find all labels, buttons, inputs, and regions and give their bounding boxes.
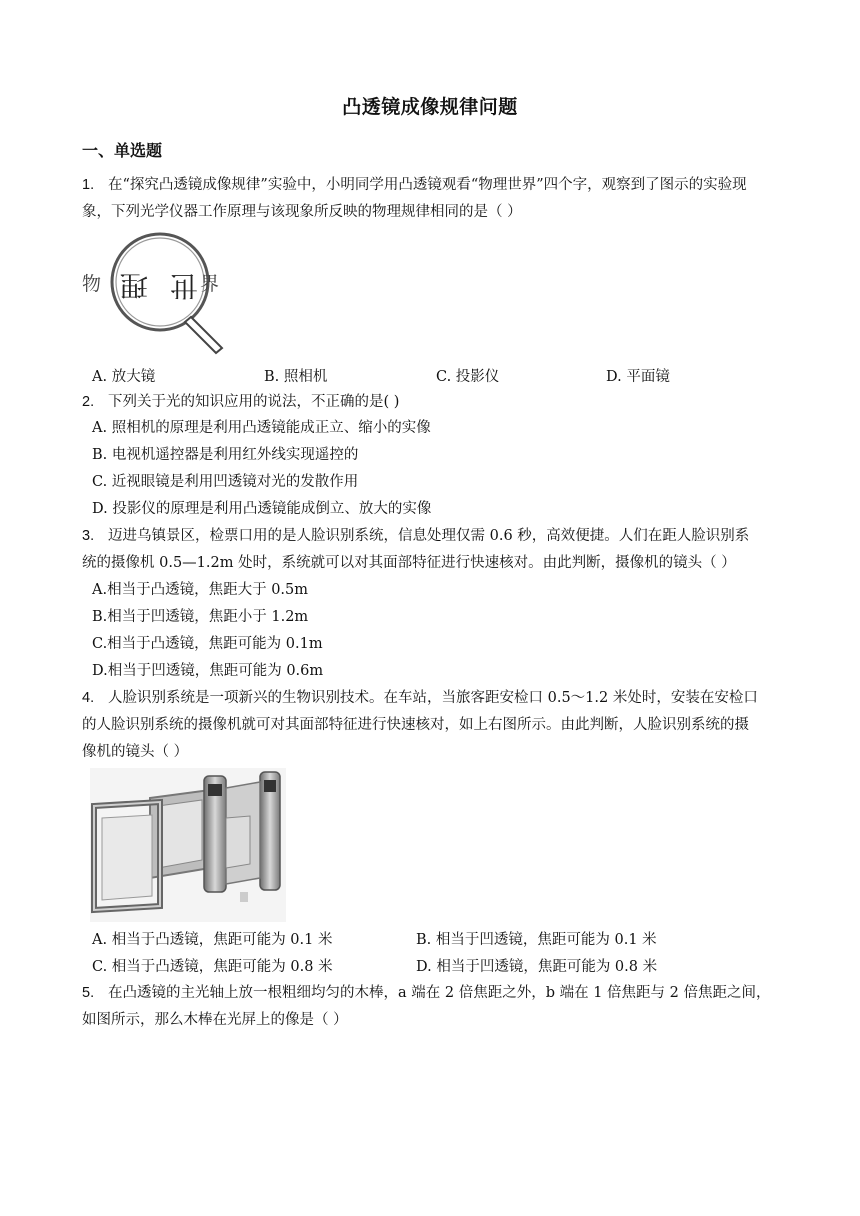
question-2-option-b[interactable]: B. 电视机遥控器是利用红外线实现遥控的: [92, 447, 359, 463]
question-1-number: 1.: [82, 177, 95, 193]
figure-char-2: 理: [119, 269, 148, 302]
question-4-option-b[interactable]: B. 相当于凹透镜，焦距可能为 0.1 米: [416, 932, 657, 948]
question-1-option-a[interactable]: A. 放大镜: [92, 369, 156, 385]
question-1-line-2: 象，下列光学仪器工作原理与该现象所反映的物理规律相同的是（ ）: [82, 204, 522, 220]
section-heading: 一、单选题: [82, 141, 163, 160]
turnstile-gates-image: [90, 768, 286, 922]
question-3-number: 3.: [82, 528, 95, 544]
question-4-option-d[interactable]: D. 相当于凹透镜，焦距可能为 0.8 米: [416, 959, 658, 975]
question-1-option-d[interactable]: D. 平面镜: [606, 369, 670, 385]
question-2-option-c[interactable]: C. 近视眼镜是利用凹透镜对光的发散作用: [92, 474, 359, 490]
question-3-line-1: [82, 526, 749, 546]
figure-char-1: 物: [82, 273, 102, 295]
question-3-option-d[interactable]: D.相当于凹透镜，焦距可能为 0.6m: [92, 663, 324, 679]
question-4-text: 人脸识别系统是一项新兴的生物识别技术。在车站，当旅客距安检口 0.5～1.2 米处时，安装在安检口: [108, 690, 758, 706]
question-4-number: 4.: [82, 690, 95, 706]
figure-char-3: 世: [169, 269, 198, 302]
question-4-line-2: 的人脸识别系统的摄像机就可对其面部特征进行快速核对，如上右图所示。由此判断，人脸识别系统的摄: [82, 717, 749, 733]
question-3-option-b[interactable]: B.相当于凹透镜，焦距小于 1.2m: [92, 609, 309, 625]
question-5-line-2: 如图所示，那么木棒在光屏上的像是（ ）: [82, 1012, 348, 1028]
question-4-line-1: [82, 688, 758, 708]
question-5-number: 5.: [82, 985, 95, 1001]
question-3-option-c[interactable]: C.相当于凸透镜，焦距可能为 0.1m: [92, 636, 323, 652]
question-1-text: 在“探究凸透镜成像规律”实验中，小明同学用凸透镜观看“物理世界”四个字，观察到了图示的实验现: [108, 177, 747, 193]
question-3-option-a[interactable]: A.相当于凸透镜，焦距大于 0.5m: [92, 582, 308, 598]
question-2-option-a[interactable]: A. 照相机的原理是利用凸透镜能成正立、缩小的实像: [92, 420, 431, 436]
question-2-number: 2.: [82, 394, 95, 410]
question-1-option-b[interactable]: B. 照相机: [264, 369, 328, 385]
question-2-text: 下列关于光的知识应用的说法，不正确的是( ): [108, 394, 400, 410]
question-2-line-1: [82, 392, 399, 412]
question-4-option-a[interactable]: A. 相当于凸透镜，焦距可能为 0.1 米: [92, 932, 333, 948]
question-5-text: 在凸透镜的主光轴上放一根粗细均匀的木棒，a 端在 2 倍焦距之外，b 端在 1 倍焦距与 2 倍焦距之间，: [108, 985, 771, 1001]
magnifier-figure: [78, 232, 238, 357]
question-2-option-d[interactable]: D. 投影仪的原理是利用凸透镜能成倒立、放大的实像: [92, 501, 432, 517]
page-title: 凸透镜成像规律问题: [342, 96, 518, 118]
question-3-text: 迈进乌镇景区，检票口用的是人脸识别系统，信息处理仅需 0.6 秒，高效便捷。人们在距人脸识别系: [108, 528, 750, 544]
question-3-line-2: 统的摄像机 0.5—1.2m 处时，系统就可以对其面部特征进行快速核对。由此判断，摄像机的镜头（ ）: [82, 555, 736, 571]
question-5-line-1: [82, 983, 770, 1003]
figure-char-4: 界: [200, 273, 220, 295]
question-4-option-c[interactable]: C. 相当于凸透镜，焦距可能为 0.8 米: [92, 959, 333, 975]
question-1-option-c[interactable]: C. 投影仪: [436, 369, 500, 385]
question-4-line-3: 像机的镜头（ ）: [82, 744, 189, 760]
question-1-line-1: [82, 175, 747, 195]
